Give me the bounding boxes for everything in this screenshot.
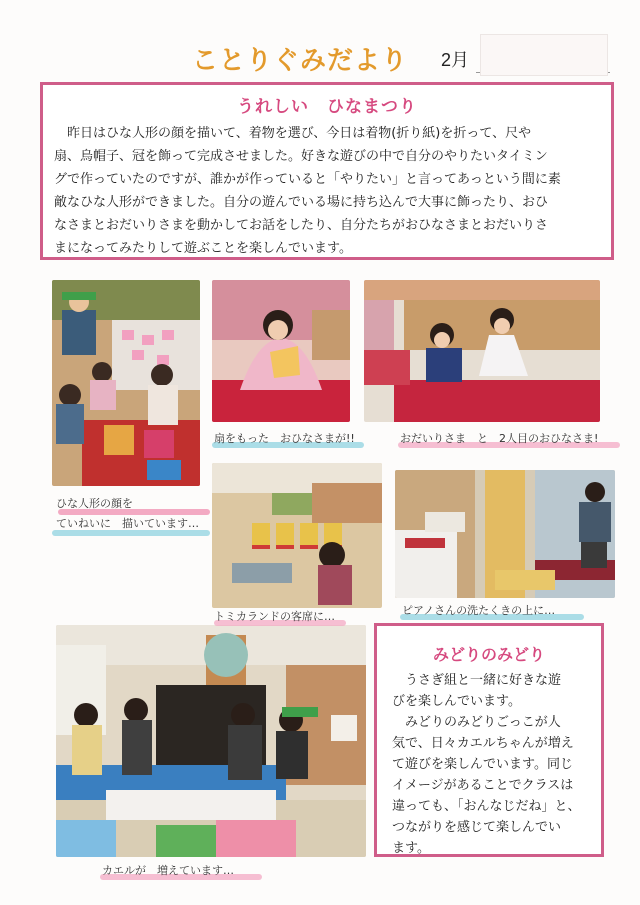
photo-ohinasama-fan <box>212 280 350 422</box>
caption-drawing-faces: ひな人形の顔を ていねいに 描いています… <box>56 497 199 530</box>
caption-frogs: カエルが 増えています… <box>102 864 234 877</box>
photo-drawing-faces <box>52 280 200 486</box>
photo-odairisama <box>364 280 600 422</box>
photo-frogs <box>56 625 366 857</box>
hina-section-body: 昨日はひな人形の顔を描いて、着物を選び、今日は着物(折り紙)を折って、尺や 扇、烏帽子、冠を飾って完成させました。好きな遊びの中で自分のやりたいタイミン グで作っていたのですが、誰かが作っていると「やりたい」と言ってあっという間に素 敵なひな人形ができました。自分の遊んでいる場に持ち込んで大事に飾ったり、おひ なさまとおだいりさまを動かしてお話をしたり、自分たちがおひなさまとおだいりさ まになってみたりして遊ぶことを楽しんでいます。 <box>54 126 561 256</box>
caption-tomica: トミカランドの客席に… <box>214 610 335 623</box>
photo-tomica-land <box>212 463 382 608</box>
midori-section-body: うさぎ組と一緒に好きな遊 びを楽しんでいます。 みどりのみどりごっこが人 気で、日々カエルちゃんが増え て遊びを楽しんでいます。同じ イメージがあることでクラスは 違っても、「おんなじだね」と、 つながりを感じて楽しんでい ます。 <box>392 673 581 856</box>
month-label: 2月 <box>441 50 470 70</box>
newsletter-title: ことりぐみだより <box>192 46 409 76</box>
midori-section-title: みどりのみどり <box>432 645 545 664</box>
photo-washing-machine <box>395 470 615 598</box>
hina-section-title: うれしい ひなまつり <box>237 97 417 117</box>
caption-fan: 扇をもった おひなさまが!! <box>214 432 355 445</box>
caption-odairisama: おだいりさま と 2人目のおひなさま! <box>400 432 599 445</box>
redacted-area <box>480 34 608 76</box>
caption-washing-machine: ピアノさんの洗たくきの上に… <box>402 604 556 617</box>
